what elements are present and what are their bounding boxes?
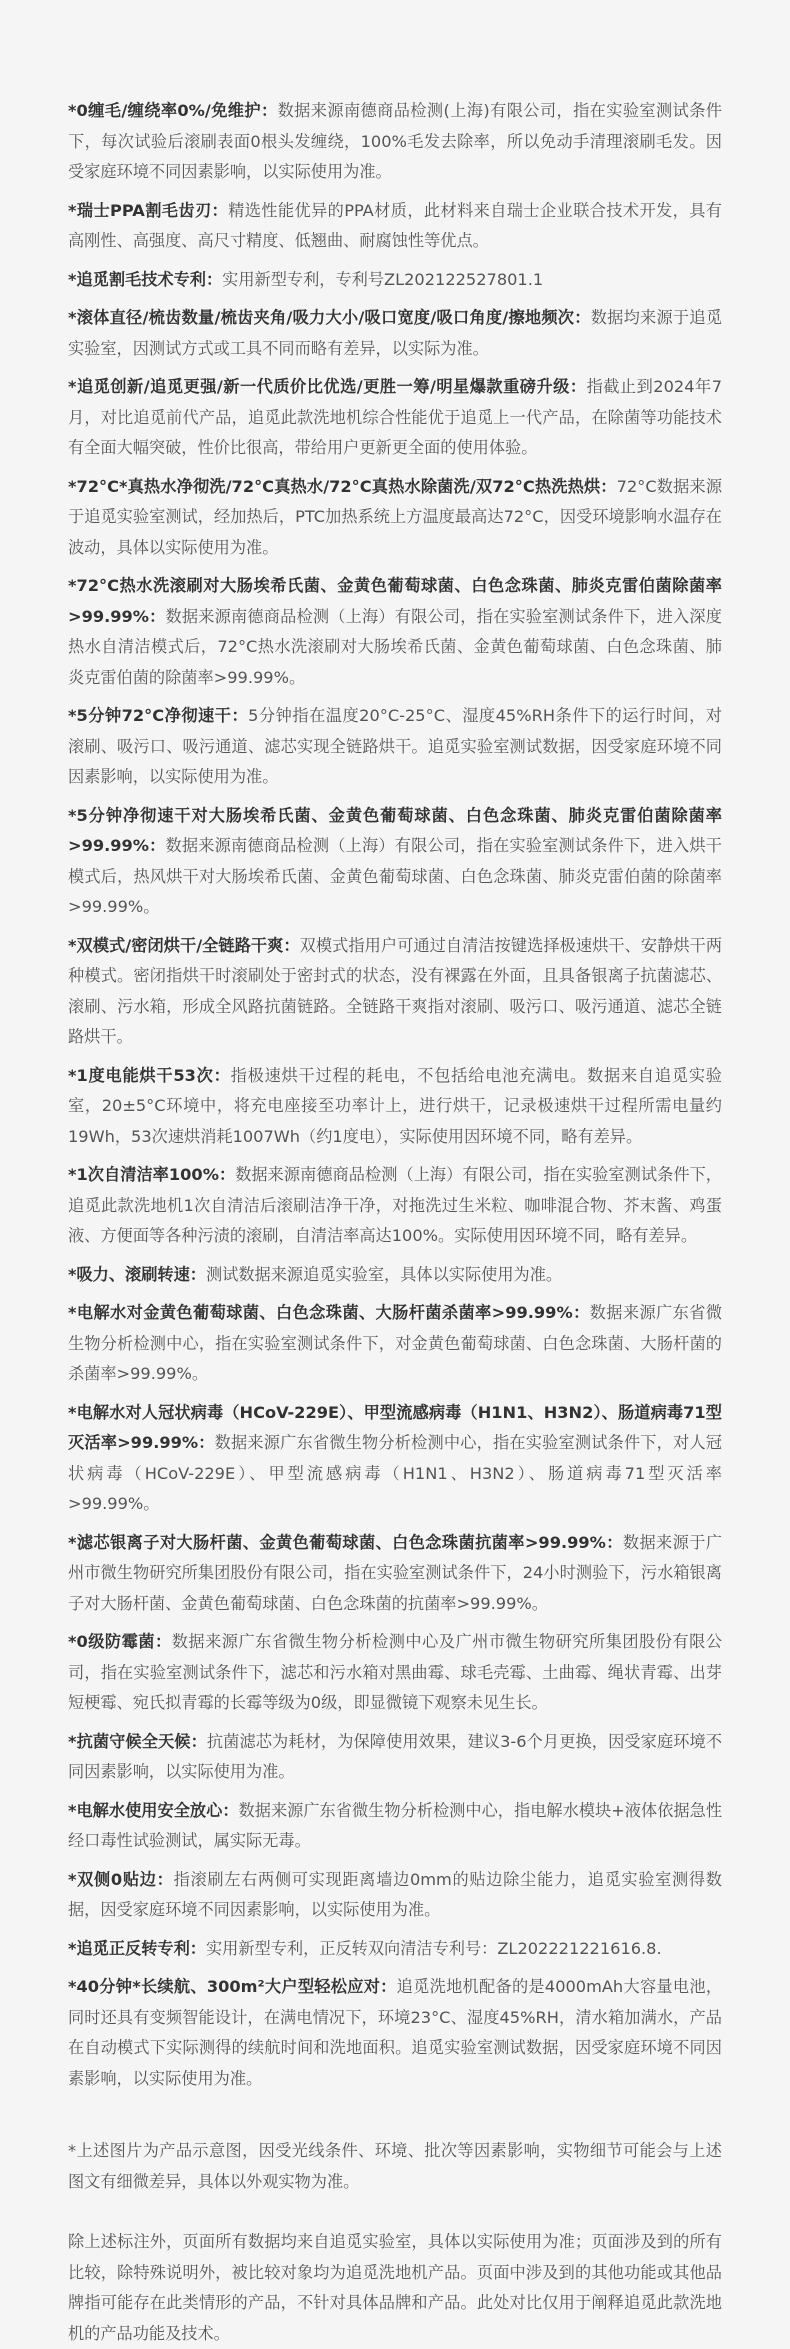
note-title: *5分钟净彻速干对大肠埃希氏菌、金黄色葡萄球菌、白色念珠菌、肺炎克雷伯菌除菌率>99.99%： bbox=[68, 805, 722, 855]
note-title: *1度电能烘干53次： bbox=[68, 1065, 231, 1085]
note-title: *追觅割毛技术专利： bbox=[68, 269, 223, 289]
note-roller-specs bbox=[68, 303, 722, 364]
note-self-cleaning-rate bbox=[68, 1160, 722, 1252]
note-text: 数据均来源于追觅实验室，因测试方式或工具不同而略有差异，以实际为准。 bbox=[68, 308, 723, 358]
note-title: *吸力、滚刷转速： bbox=[68, 1264, 206, 1284]
note-title: *抗菌守候全天候： bbox=[68, 1731, 207, 1751]
note-5min-quick-dry bbox=[68, 701, 722, 793]
note-silver-ion-filter bbox=[68, 1528, 722, 1620]
note-text: 实用新型专利，专利号ZL202122527801.1 bbox=[222, 269, 544, 289]
note-text: 指滚刷左右两侧可实现距离墙边0mm的贴边除尘能力，追觅实验室测得数据，因受家庭环境不同因素影响，以实际使用为准。 bbox=[68, 1869, 722, 1919]
note-text: 抗菌滤芯为耗材，为保障使用效果，建议3-6个月更换，因受家庭环境不同因素影响，以实际使用为准。 bbox=[68, 1731, 723, 1781]
note-title: *追觅正反转专利： bbox=[68, 1938, 206, 1958]
note-title: *0级防霉菌： bbox=[68, 1632, 172, 1651]
note-innovation-claims bbox=[68, 372, 722, 464]
data-source-disclaimer: 除上述标注外，页面所有数据均来自追觅实验室，具体以实际使用为准；页面涉及到的所有比较，除特殊说明外，被比较对象均为追觅洗地机产品。页面中涉及到的其他功能或其他品牌指可能存在此类情形的产品，不针对具体品牌和产品。此处对比仅用于阐释追觅此款洗地机的产品功能及技术。 bbox=[68, 2232, 722, 2343]
note-text: 测试数据来源追觅实验室，具体以实际使用为准。 bbox=[205, 1264, 563, 1284]
note-title: *瑞士PPA割毛齿刃： bbox=[68, 200, 229, 220]
note-title: *双模式/密闭烘干/全链路干爽： bbox=[68, 935, 300, 955]
note-title: *72°C热水洗滚刷对大肠埃希氏菌、金黄色葡萄球菌、白色念珠菌、肺炎克雷伯菌除菌率>99.99%： bbox=[68, 576, 722, 626]
note-suction-speed bbox=[68, 1260, 722, 1291]
note-text: 数据来源广东省微生物分析检测中心，指在实验室测试条件下，对人冠状病毒（HCoV-229E）、甲型流感病毒（H1N1、H3N2）、肠道病毒71型灭活率>99.99%。 bbox=[68, 1433, 722, 1513]
note-hair-cutting-patent bbox=[68, 265, 722, 296]
note-hot-water-sterilization bbox=[68, 571, 722, 693]
note-title: *电解水对金黄色葡萄球菌、白色念珠菌、大肠杆菌杀菌率>99.99%： bbox=[68, 1303, 590, 1322]
note-text: 数据来源南德商品检测（上海）有限公司，指在实验室测试条件下，追觅此款洗地机1次自清洁后滚刷洁净干净，对拖洗过生米粒、咖啡混合物、芥末酱、鸡蛋液、方便面等各种污渍的滚刷，自清洁率高达100%。实际使用因环境不同，略有差异。 bbox=[68, 1165, 722, 1245]
note-title: *电解水使用安全放心： bbox=[68, 1800, 239, 1820]
note-text: 数据来源广东省微生物分析检测中心，指在实验室测试条件下，对金黄色葡萄球菌、白色念珠菌、大肠杆菌的杀菌率>99.99%。 bbox=[68, 1303, 723, 1383]
note-text: 精选性能优异的PPA材质，此材料来自瑞士企业联合技术开发，具有高刚性、高强度、高尺寸精度、低翘曲、耐腐蚀性等优点。 bbox=[68, 200, 722, 250]
note-text: 数据来源南德商品检测（上海）有限公司，指在实验室测试条件下，进入深度热水自清洁模式后，72°C热水洗滚刷对大肠埃希氏菌、金黄色葡萄球菌、白色念珠菌、肺炎克雷伯菌的除菌率>99.99%。 bbox=[68, 606, 722, 687]
note-dual-mode-drying bbox=[68, 931, 722, 1053]
note-text: 数据来源南德商品检测（上海）有限公司，指在实验室测试条件下，进入烘干模式后，热风烘干对大肠埃希氏菌、金黄色葡萄球菌、白色念珠菌、肺炎克雷伯菌的除菌率>99.99%。 bbox=[68, 836, 722, 916]
note-title: *40分钟*长续航、300m²大户型轻松应对： bbox=[68, 1977, 397, 1996]
note-text: 数据来源南德商品检测(上海)有限公司，指在实验室测试条件下，每次试验后滚刷表面0根头发缠绕，100%毛发去除率，所以免动手清理滚刷毛发。因受家庭环境不同因素影响，以实际使用为准。 bbox=[68, 101, 722, 181]
note-electrolyzed-water-bacteria bbox=[68, 1298, 722, 1390]
note-text: 数据来源广东省微生物分析检测中心及广州市微生物研究所集团股份有限公司，指在实验室测试条件下，滤芯和污水箱对黑曲霉、球毛壳霉、土曲霉、绳状青霉、出芽短梗霉、宛氏拟青霉的长霉等级为0级，即显微镜下观察未见生长。 bbox=[68, 1632, 723, 1712]
note-title: *电解水对人冠状病毒（HCoV-229E）、甲型流感病毒（H1N1、H3N2）、肠道病毒71型灭活率>99.99%： bbox=[68, 1402, 722, 1452]
note-title: *追觅创新/追觅更强/新一代质价比优选/更胜一筹/明星爆款重磅升级： bbox=[68, 377, 587, 396]
note-text: 数据来源于广州市微生物研究所集团股份有限公司，指在实验室测试条件下，24小时测验下，污水箱银离子对大肠杆菌、金黄色葡萄球菌、白色念珠菌的抗菌率>99.99%。 bbox=[68, 1532, 723, 1613]
note-title: *滤芯银离子对大肠杆菌、金黄色葡萄球菌、白色念珠菌抗菌率>99.99%： bbox=[68, 1532, 623, 1552]
note-title: *5分钟72°C净彻速干： bbox=[68, 706, 249, 725]
note-72c-hot-water bbox=[68, 472, 722, 564]
note-text: 追觅洗地机配备的是4000mAh大容量电池，同时还具有变频智能设计，在满电情况下，环境23°C、湿度45%RH，清水箱加满水，产品在自动模式下实际测得的续航时间和洗地面积。追觅实验室测试数据，因受家庭环境不同因素影响，以实际使用为准。 bbox=[68, 1977, 723, 2088]
note-text: 实用新型专利，正反转双向清洁专利号：ZL202221221616.8. bbox=[205, 1938, 662, 1958]
note-text: 数据来源广东省微生物分析检测中心，指电解水模块+液体依据急性经口毒性试验测试，属实际无毒。 bbox=[68, 1800, 723, 1850]
note-electrolyzed-water-safety bbox=[68, 1796, 722, 1857]
note-text: 5分钟指在温度20°C-25°C、湿度45%RH条件下的运行时间，对滚刷、吸污口、吸污通道、滤芯实现全链路烘干。追觅实验室测试数据，因受家庭环境不同因素影响，以实际使用为准。 bbox=[68, 706, 722, 786]
note-text: 72°C数据来源于追觅实验室测试，经加热后，PTC加热系统上方温度最高达72°C，因受环境影响水温存在波动，具体以实际使用为准。 bbox=[68, 476, 723, 557]
image-disclaimer: *上述图片为产品示意图，因受光线条件、环境、批次等因素影响，实物细节可能会与上述图文有细微差异，具体以外观实物为准。 bbox=[68, 2141, 722, 2191]
note-electrolyzed-water-virus bbox=[68, 1398, 722, 1520]
note-bidirectional-patent bbox=[68, 1934, 722, 1965]
note-text: 指截止到2024年7月，对比追觅前代产品，追觅此款洗地机综合性能优于追觅上一代产品，在除菌等功能技术有全面大幅突破，性价比很高，带给用户更新更全面的使用体验。 bbox=[68, 377, 722, 457]
note-zero-hair-tangle bbox=[68, 96, 722, 188]
note-title: *1次自清洁率100%： bbox=[68, 1165, 236, 1184]
note-text: 指极速烘干过程的耗电，不包括给电池充满电。数据来自追觅实验室，20±5°C环境中，将充电座接至功率计上，进行烘干，记录极速烘干过程所需电量约19Wh，53次速烘消耗1007Wh（约1度电），实际使用因环境不同，略有差异。 bbox=[68, 1065, 722, 1146]
note-energy-consumption bbox=[68, 1061, 722, 1153]
note-quick-dry-sterilization bbox=[68, 801, 722, 923]
note-battery-life bbox=[68, 1972, 722, 2094]
note-title: *72°C*真热水净彻洗/72°C真热水/72°C真热水除菌洗/双72°C热洗热烘： bbox=[68, 476, 617, 496]
note-title: *双侧0贴边： bbox=[68, 1869, 174, 1889]
note-edge-cleaning bbox=[68, 1865, 722, 1926]
note-antibacterial-filter bbox=[68, 1727, 722, 1788]
note-text: 双模式指用户可通过自清洁按键选择极速烘干、安静烘干两种模式。密闭指烘干时滚刷处于密封式的状态，没有裸露在外面，且具备银离子抗菌滤芯、滚刷、污水箱，形成全风路抗菌链路。全链路干爽指对滚刷、吸污口、吸污通道、滤芯全链路烘干。 bbox=[68, 935, 723, 1046]
disclaimer-notes-list bbox=[68, 96, 722, 2094]
note-title: *0缠毛/缠绕率0%/免维护： bbox=[68, 101, 278, 120]
note-title: *滚体直径/梳齿数量/梳齿夹角/吸力大小/吸口宽度/吸口角度/擦地频次： bbox=[68, 308, 591, 327]
note-ppa-blade bbox=[68, 196, 722, 257]
note-mold-resistance bbox=[68, 1627, 722, 1719]
